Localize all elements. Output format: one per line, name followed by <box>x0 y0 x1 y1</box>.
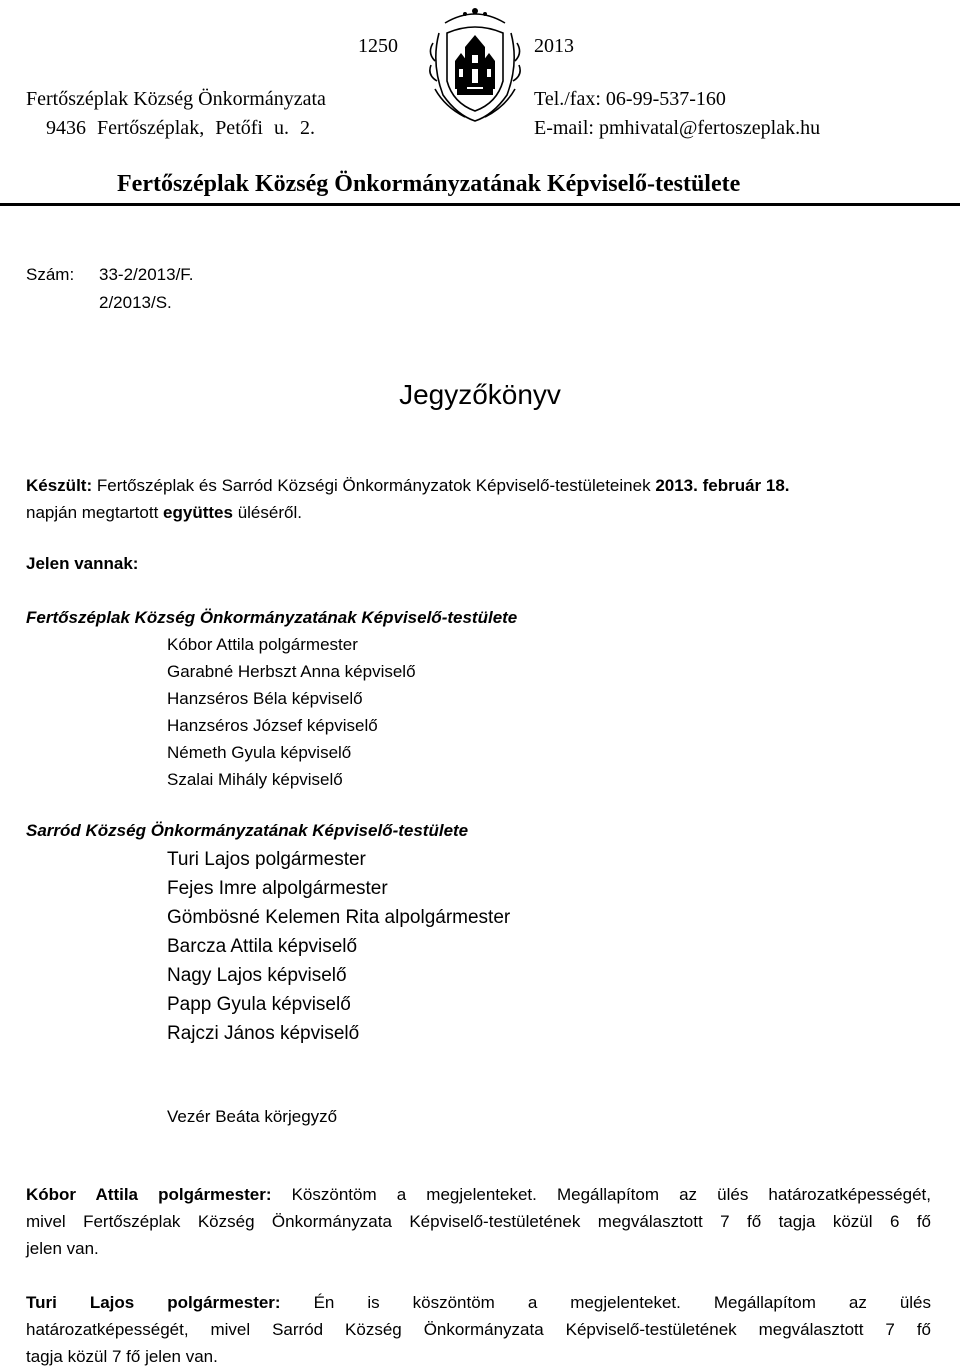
coat-of-arms-icon <box>425 3 525 125</box>
statement-2-line-3: tagja közül 7 fő jelen van. <box>26 1347 218 1366</box>
member-list-item: Papp Gyula képviselő <box>167 994 351 1015</box>
reference-label: Szám: <box>26 265 75 284</box>
made-label: Készült: <box>26 476 93 495</box>
reference-number-1: 33-2/2013/F. <box>99 265 194 284</box>
statement-1-line-2: mivel Fertőszéplak Község Önkormányzata Képviselő-testületének megválasztott 7 fő tagja közül 6 fő <box>26 1212 931 1231</box>
statement-1-line-1: Kóbor Attila polgármester: Köszöntöm a megjelenteket. Megállapítom az ülés határozatképességét, <box>26 1185 931 1204</box>
member-list-item: Fejes Imre alpolgármester <box>167 878 388 899</box>
group-sarrod-name: Sarród Község Önkormányzatának Képviselő-testülete <box>26 821 469 840</box>
made-text-3: üléséről. <box>237 503 302 522</box>
statement-2-line-1: Turi Lajos polgármester: Én is köszöntöm a megjelenteket. Megállapítom az ülés <box>26 1293 931 1312</box>
speaker-name: Turi Lajos polgármester: <box>26 1293 281 1312</box>
member-list-item: Nagy Lajos képviselő <box>167 965 347 986</box>
made-text-2: napján megtartott <box>26 503 159 522</box>
member-list-item: Szalai Mihály képviselő <box>167 770 343 789</box>
member-list-item: Turi Lajos polgármester <box>167 849 366 870</box>
member-list-item: Kóbor Attila polgármester <box>167 635 358 654</box>
group-fertoszeplak-name: Fertőszéplak Község Önkormányzatának Képviselő-testülete <box>26 608 518 627</box>
member-list-item: Gömbösné Kelemen Rita alpolgármester <box>167 907 511 928</box>
current-year: 2013 <box>534 35 574 57</box>
member-list-item: Garabné Herbszt Anna képviselő <box>167 662 416 681</box>
meeting-date: 2013. február 18. <box>655 476 790 495</box>
org-address: 9436 Fertőszéplak, Petőfi u. 2. <box>46 117 315 139</box>
phone-fax: Tel./fax: 06-99-537-160 <box>534 88 726 110</box>
joint-meeting: együttes <box>163 503 233 522</box>
statement-2-line-2: határozatképességét, mivel Sarród Község Önkormányzata Képviselő-testületének megválasztott 7 fő <box>26 1320 931 1339</box>
member-list-item: Rajczi János képviselő <box>167 1023 360 1044</box>
email: E-mail: pmhivatal@fertoszeplak.hu <box>534 117 821 139</box>
made-line-2 <box>26 499 302 526</box>
made-text-1: Fertőszéplak és Sarród Községi Önkormányzatok Képviselő-testületeinek <box>96 476 651 495</box>
speaker-name: Kóbor Attila polgármester: <box>26 1185 272 1204</box>
made-line-1 <box>26 472 790 499</box>
document-title: Jegyzőkönyv <box>399 379 561 410</box>
statement-1-line-3: jelen van. <box>26 1239 99 1258</box>
member-list-item: Hanzséros Béla képviselő <box>167 689 363 708</box>
member-list-item: Hanzséros József képviselő <box>167 716 378 735</box>
member-list-item: Németh Gyula képviselő <box>167 743 352 762</box>
org-name: Fertőszéplak Község Önkormányzata <box>26 88 326 110</box>
founding-year: 1250 <box>358 35 398 57</box>
body-title: Fertőszéplak Község Önkormányzatának Képviselő-testülete <box>117 171 741 197</box>
reference-number-2: 2/2013/S. <box>99 293 172 312</box>
header-rule <box>0 203 960 206</box>
notary: Vezér Beáta körjegyző <box>167 1107 338 1126</box>
attendees-heading: Jelen vannak: <box>26 554 139 573</box>
member-list-item: Barcza Attila képviselő <box>167 936 358 957</box>
